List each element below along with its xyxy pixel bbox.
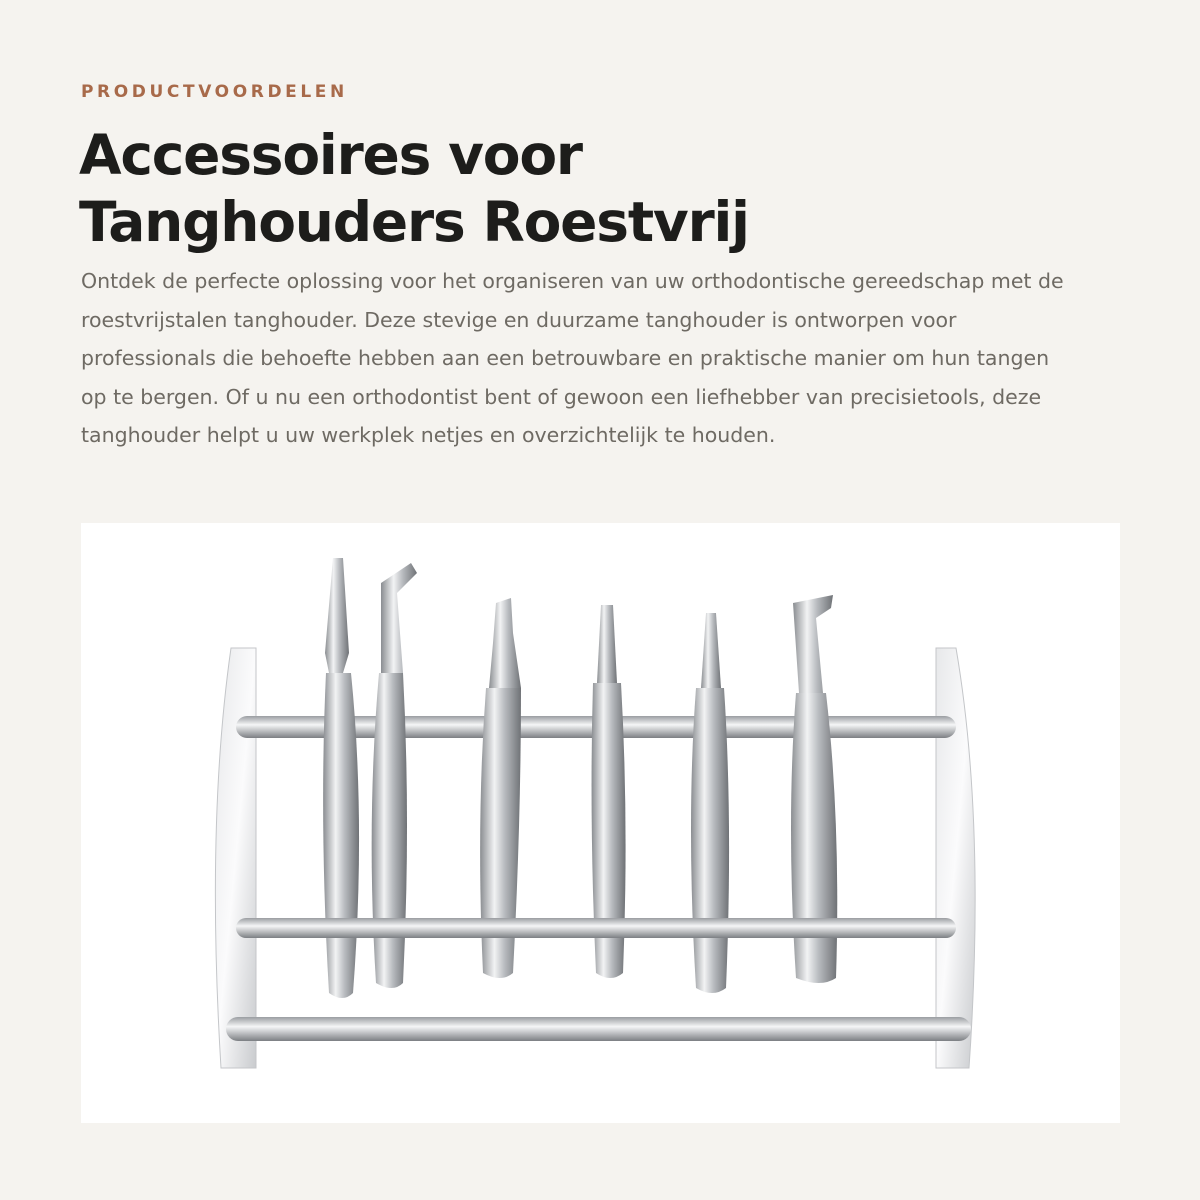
middle-rod [236, 918, 956, 938]
right-side-plate [936, 648, 975, 1068]
page-title [79, 122, 749, 256]
product-description: Ontdek de perfecte oplossing voor het organiseren van uw orthodontische gereedschap met de roestvrijstalen tanghouder. Deze stevige en duurzame tanghouder is ontworpen voor professionals die behoefte hebben aan een betrouwbare en praktische manier om hun tangen op te bergen. Of u nu een orthodontist bent of gewoon een liefhebber van precisietools, deze tanghouder helpt u uw werkplek netjes en overzichtelijk te houden. [81, 269, 1064, 447]
plier-holder-illustration [81, 523, 1120, 1123]
product-image [81, 523, 1120, 1123]
bottom-rod [226, 1017, 971, 1041]
title-line-2: Tanghouders Roestvrij [79, 190, 749, 254]
title-line-1: Accessoires voor [79, 123, 582, 187]
left-side-plate [215, 648, 256, 1068]
eyebrow-label: PRODUCTVOORDELEN [81, 82, 348, 102]
